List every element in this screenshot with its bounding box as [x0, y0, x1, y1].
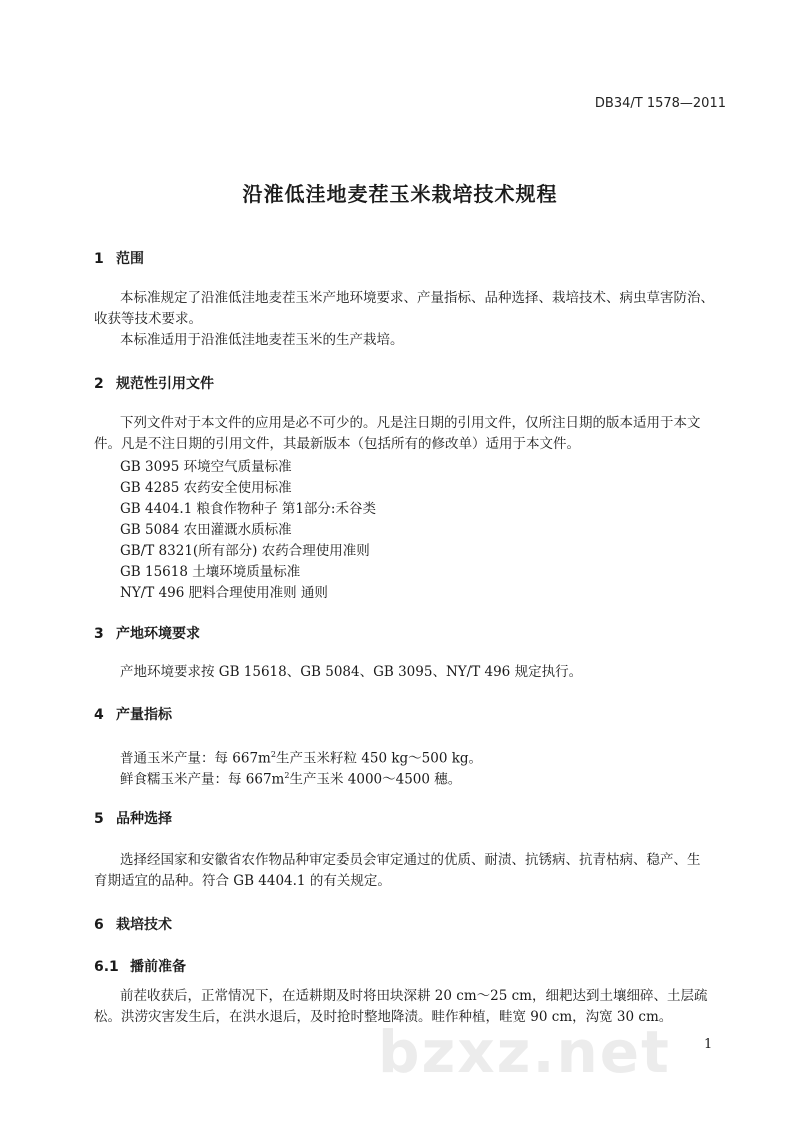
section-number: 5	[94, 811, 104, 827]
section-number: 1	[94, 251, 104, 267]
normative-reference: GB 5084 农田灌溉水质标准	[120, 522, 292, 538]
page-number: 1	[704, 1037, 713, 1052]
section-title: 范围	[116, 251, 144, 267]
section-1-heading	[94, 248, 144, 268]
section-number: 2	[94, 376, 104, 392]
subsection-6-1-heading	[94, 956, 186, 976]
section-number: 6	[94, 917, 104, 933]
section-1-paragraph-1-line-1: 本标准规定了沿淮低洼地麦茬玉米产地环境要求、产量指标、品种选择、栽培技术、病虫草害防治、	[120, 290, 714, 306]
yield-text: 普通玉米产量：每 667m	[120, 750, 271, 767]
section-number: 4	[94, 707, 104, 723]
section-number: 3	[94, 626, 104, 642]
unit-superscript: 2	[284, 771, 290, 780]
normative-reference: GB/T 8321(所有部分) 农药合理使用准则	[120, 543, 370, 559]
section-3-heading	[94, 623, 200, 643]
subsection-number: 6.1	[94, 959, 119, 975]
section-6-heading	[94, 914, 172, 934]
normative-reference: GB 3095 环境空气质量标准	[120, 459, 292, 475]
normative-reference: NY/T 496 肥料合理使用准则 通则	[120, 585, 328, 601]
normative-reference: GB 4404.1 粮食作物种子 第1部分:禾谷类	[120, 501, 376, 517]
section-5-heading	[94, 808, 172, 828]
section-title: 品种选择	[116, 811, 172, 827]
subsection-6-1-paragraph-line-2: 松。洪涝灾害发生后，在洪水退后，及时抢时整地降渍。畦作种植，畦宽 90 cm，沟宽 30 cm。	[94, 1009, 673, 1025]
subsection-6-1-paragraph-line-1: 前茬收获后，正常情况下，在适耕期及时将田块深耕 20 cm～25 cm，细耙达到土壤细碎、土层疏	[120, 988, 708, 1004]
section-1-paragraph-1-line-2: 收获等技术要求。	[94, 311, 202, 327]
yield-text: 生产玉米籽粒 450 kg～500 kg。	[275, 750, 483, 767]
section-2-paragraph-1-line-1: 下列文件对于本文件的应用是必不可少的。凡是注日期的引用文件，仅所注日期的版本适用于本文	[120, 415, 701, 431]
section-title: 栽培技术	[116, 917, 172, 933]
yield-text: 鲜食糯玉米产量：每 667m	[120, 771, 285, 788]
standard-code: DB34/T 1578—2011	[594, 96, 726, 111]
section-title: 产量指标	[116, 707, 172, 723]
section-title: 产地环境要求	[116, 626, 200, 642]
yield-text: 生产玉米 4000～4500 穗。	[289, 771, 462, 788]
watermark: bzxz.net	[378, 1018, 671, 1086]
document-title: 沿淮低洼地麦茬玉米栽培技术规程	[242, 182, 558, 206]
normative-reference: GB 15618 土壤环境质量标准	[120, 564, 301, 580]
unit-superscript: 2	[270, 750, 276, 759]
section-2-paragraph-1-line-2: 件。凡是不注日期的引用文件，其最新版本（包括所有的修改单）适用于本文件。	[94, 436, 580, 452]
section-1-paragraph-2: 本标准适用于沿淮低洼地麦茬玉米的生产栽培。	[120, 332, 404, 348]
subsection-title: 播前准备	[130, 959, 186, 975]
normative-reference: GB 4285 农药安全使用标准	[120, 480, 292, 496]
section-4-heading	[94, 704, 172, 724]
section-5-paragraph-line-2: 育期适宜的品种。符合 GB 4404.1 的有关规定。	[94, 873, 391, 889]
section-5-paragraph-line-1: 选择经国家和安徽省农作物品种审定委员会审定通过的优质、耐渍、抗锈病、抗青枯病、稳产、生	[120, 852, 701, 868]
yield-line-waxy-corn	[120, 765, 461, 791]
section-3-paragraph: 产地环境要求按 GB 15618、GB 5084、GB 3095、NY/T 496 规定执行。	[120, 664, 583, 680]
section-title: 规范性引用文件	[116, 376, 214, 392]
section-2-heading	[94, 373, 214, 393]
